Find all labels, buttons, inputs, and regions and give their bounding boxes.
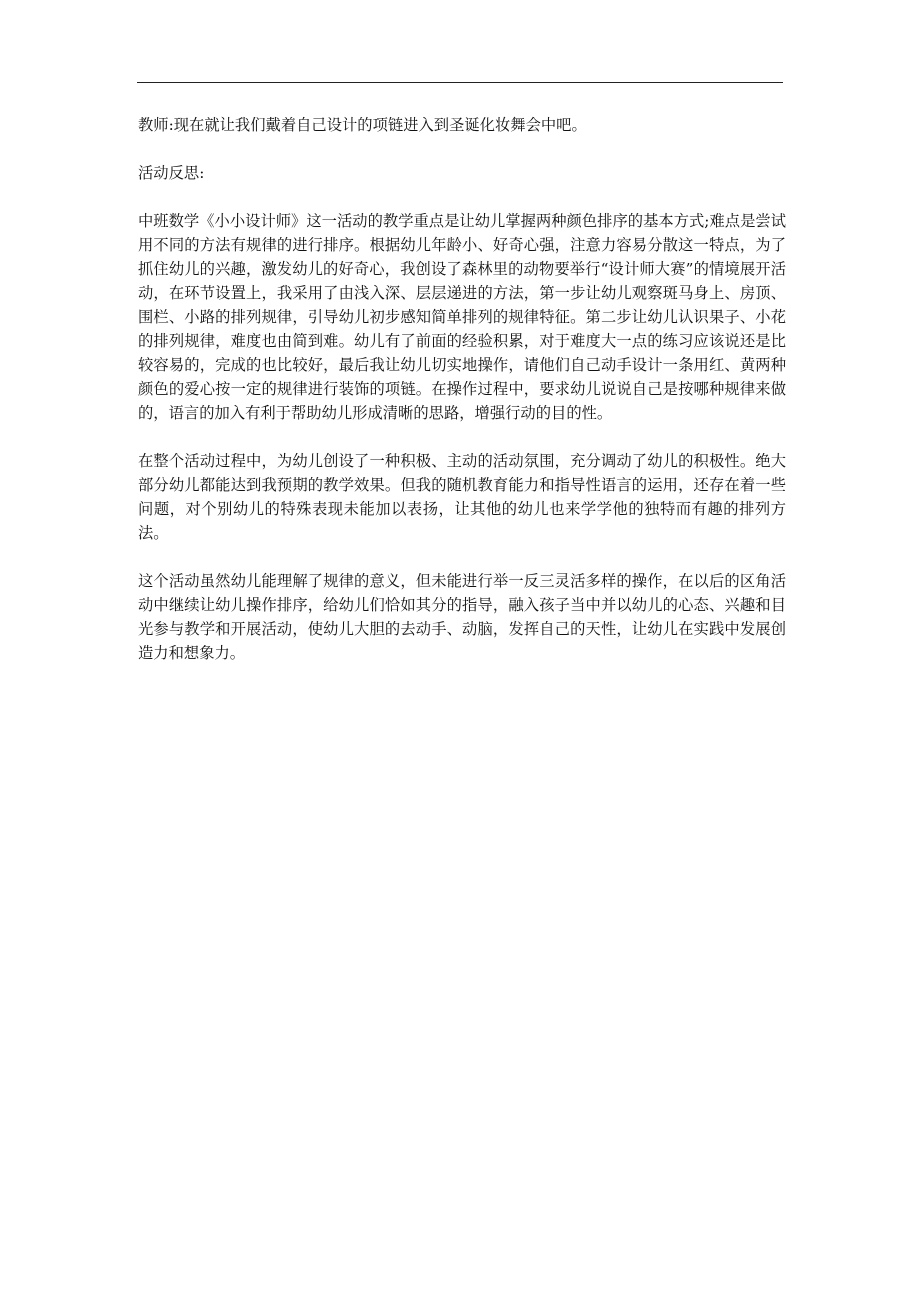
- paragraph-reflection-2: 在整个活动过程中，为幼儿创设了一种积极、主动的活动氛围，充分调动了幼儿的积极性。绝大部分幼儿都能达到我预期的教学效果。但我的随机教育能力和指导性语言的运用，还存在着一些问题，对个别幼儿的特殊表现未能加以表扬，让其他的幼儿也来学学他的独特而有趣的排列方法。: [138, 452, 786, 542]
- paragraph-teacher-line: 教师:现在就让我们戴着自己设计的项链进入到圣诞化妆舞会中吧。: [138, 116, 587, 134]
- paragraph-reflection-heading: 活动反思:: [138, 164, 205, 182]
- paragraph-reflection-3: 这个活动虽然幼儿能理解了规律的意义，但未能进行举一反三灵活多样的操作，在以后的区角活动中继续让幼儿操作排序，给幼儿们恰如其分的指导，融入孩子当中并以幼儿的心态、兴趣和目光参与教学和开展活动，使幼儿大胆的去动手、动脑，发挥自己的天性，让幼儿在实践中发展创造力和想象力。: [138, 572, 786, 662]
- paragraph-reflection-1: 中班数学《小小设计师》这一活动的教学重点是让幼儿掌握两种颜色排序的基本方式;难点是尝试用不同的方法有规律的进行排序。根据幼儿年龄小、好奇心强，注意力容易分散这一特点，为了抓住幼儿的兴趣，激发幼儿的好奇心，我创设了森林里的动物要举行“设计师大赛”的情境展开活动，在环节设置上，我采用了由浅入深、层层递进的方法，第一步让幼儿观察斑马身上、房顶、围栏、小路的排列规律，引导幼儿初步感知简单排列的规律特征。第二步让幼儿认识果子、小花的排列规律，难度也由简到难。幼儿有了前面的经验积累，对于难度大一点的练习应该说还是比较容易的，完成的也比较好，最后我让幼儿切实地操作，请他们自己动手设计一条用红、黄两种颜色的爱心按一定的规律进行装饰的项链。在操作过程中，要求幼儿说说自己是按哪种规律来做的，语言的加入有利于帮助幼儿形成清晰的思路，增强行动的目的性。: [138, 212, 786, 422]
- header-rule: [137, 82, 783, 83]
- document-body: [138, 113, 786, 689]
